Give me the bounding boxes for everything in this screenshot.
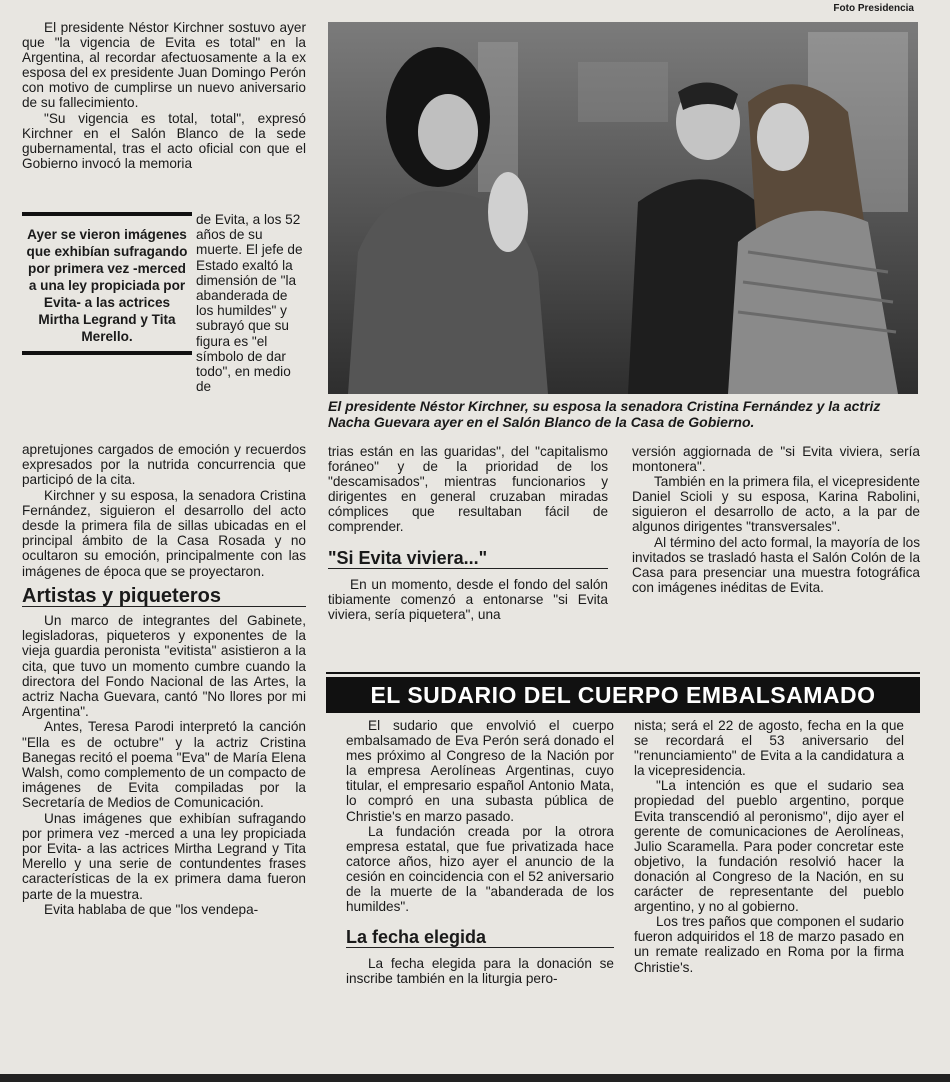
paragraph: Los tres paños que componen el sudario fueron adquiridos el 18 de marzo pasado en un remate realizado en Roma por la firma Christie's.: [634, 914, 904, 975]
top-strip: [0, 0, 950, 16]
paragraph: Kirchner y su esposa, la senadora Cristina Fernández, siguieron el desarrollo del acto desde la primera fila de sillas ubicadas en el principal ámbito de la Casa Rosada y no ocultaron su emoción, principalmente con las imágenes de época que se proyectaron.: [22, 487, 306, 579]
paragraph: Al término del acto formal, la mayoría de los invitados se trasladó hasta el Salón Colón de la Casa para presenciar una muestra fotográfica con imágenes inéditas de Evita.: [632, 534, 920, 595]
paragraph: En un momento, desde el fondo del salón tibiamente comenzó a entonarse "si Evita viviera, sería piquetera", una: [328, 576, 608, 622]
paragraph: Un marco de integrantes del Gabinete, legisladoras, piqueteros y exponentes de la vieja guardia peronista "evitista" asistieron a la cita, que tuvo un momento cumbre cuando la directora del Fondo Nacional de las Artes, la actriz Nacha Guevara, cantó "No llores por mi Argentina".: [22, 613, 306, 720]
paragraph: Antes, Teresa Parodi interpretó la canción "Ella es de octubre" y la actriz Cristina Banegas recitó el poema "Eva" de María Elena Walsh, como complemento de un compacto de imágenes de Evita compiladas por la Secretaría de Medios de Comunicación.: [22, 719, 306, 811]
pull-quote: [22, 212, 192, 359]
left-column-top: [22, 20, 306, 171]
left-column-side-text: de Evita, a los 52 años de su muerte. El jefe de Estado exaltó la dimensión de "la abanderada de los humildes" y subrayó que su figura es "el símbolo de dar todo", en medio de: [196, 212, 303, 395]
paragraph: También en la primera fila, el vicepresidente Daniel Scioli y su esposa, Karina Rabolini, siguieron el desarrollo de acto, a la par de algunos dirigentes "transversales".: [632, 474, 920, 535]
paragraph: "La intención es que el sudario sea propiedad del pueblo argentino, porque Evita transcendió al peronismo", dijo ayer el gerente de comunicaciones de Aerolíneas, Julio Scaramella. Para poder concretar este objetivo, la fundación resolvió hacer la donación al Congreso de la Nación, en su carácter de representante del pueblo argentino, y no al gobierno.: [634, 778, 904, 915]
paragraph: "Su vigencia es total, total", expresó Kirchner en el Salón Blanco de la sede gubernamental, tras el acto oficial con que el Gobierno invocó la memoria: [22, 110, 306, 171]
box-title: EL SUDARIO DEL CUERPO EMBALSAMADO: [326, 677, 920, 713]
pull-quote-rule: [22, 351, 192, 355]
paragraph: trias están en las guaridas", del "capitalismo foráneo" y de la prioridad de los "descamisados", mientras funcionarios y dirigentes en general cruzaban miradas cómplices que resultaban fácil de comprender.: [328, 444, 608, 535]
photo-credit: Foto Presidencia: [833, 3, 914, 14]
paragraph: La fundación creada por la otrora empresa estatal, que fue privatizada hace catorce años, hizo ayer el anuncio de la cesión en coincidencia con el 52 aniversario de la muerte de la "abanderada de los humildes".: [346, 823, 614, 915]
paragraph: versión aggiornada de "si Evita viviera, sería montonera".: [632, 444, 920, 475]
bottom-rule: [0, 1074, 950, 1082]
paragraph: nista; será el 22 de agosto, fecha en la que se recordará el 53 aniversario del "renunciamiento" de Evita a la candidatura a la vicepresidencia.: [634, 718, 904, 779]
subheading-si-evita: "Si Evita viviera...": [328, 551, 608, 569]
box-right-column: [634, 718, 904, 975]
left-column-bottom: [22, 442, 306, 917]
photo-caption: El presidente Néstor Kirchner, su esposa la senadora Cristina Fernández y la actriz Nacha Guevara ayer en el Salón Blanco de la Casa de Gobierno.: [328, 398, 881, 430]
paragraph: Evita hablaba de que "los vendepa-: [44, 901, 259, 917]
paragraph: apretujones cargados de emoción y recuerdos expresados por la nutrida concurrencia que participó de la cita.: [22, 442, 306, 488]
paragraph: La fecha elegida para la donación se inscribe también en la liturgia pero-: [346, 956, 614, 987]
pull-quote-rule: [22, 212, 192, 216]
subheading-fecha: La fecha elegida: [346, 930, 614, 948]
paragraph: El presidente Néstor Kirchner sostuvo ayer que "la vigencia de Evita es total" en la Argentina, al recordar afectuosamente a la ex esposa del ex presidente Juan Domingo Perón con motivo de cumplirse un nuevo aniversario de su fallecimiento.: [22, 20, 306, 111]
middle-column: [328, 444, 608, 622]
pull-quote-text: Ayer se vieron imágenes que exhibían sufragando por primera vez -merced a una ley propiciada por Evita- a las actrices Mirtha Legrand y Tita Merello.: [26, 227, 188, 344]
paragraph: Unas imágenes que exhibían sufragando por primera vez -merced a una ley propiciada por Evita- a las actrices Mirtha Legrand y Tita Merello y una serie de contundentes frases características de la ex primera dama fueron parte de la muestra.: [22, 810, 306, 902]
news-photo: [328, 22, 918, 394]
sidebar-box: [326, 672, 920, 1074]
paragraph: El sudario que envolvió el cuerpo embalsamado de Eva Perón será donado el mes próximo al Congreso de la Nación por la empresa Aerolíneas Argentinas, cuyo titular, el empresario español Antonio Mata, lo compró en una subasta pública de Christie's en marzo pasado.: [346, 718, 614, 824]
photo-illustration: [328, 22, 918, 394]
subheading-artistas: Artistas y piqueteros: [22, 589, 306, 607]
box-left-column: [346, 718, 614, 987]
right-column: [632, 444, 920, 595]
